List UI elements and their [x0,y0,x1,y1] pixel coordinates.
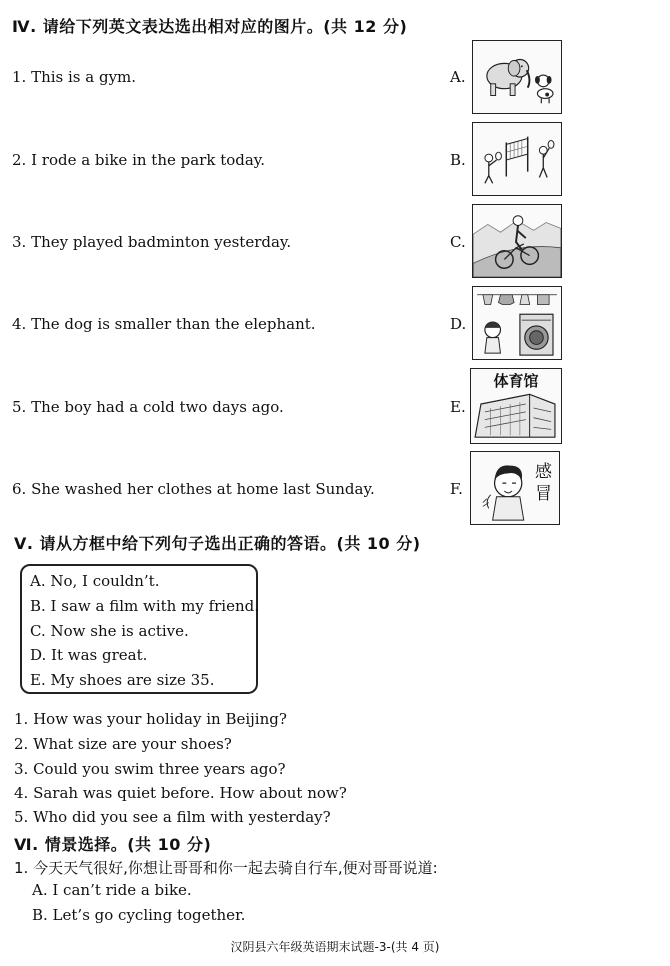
cold-text-2: 冒 [535,484,552,504]
s5-question-2: 2. What size are your shoes? [14,735,232,753]
picture-d-washing [472,286,562,360]
s5-question-3: 3. Could you swim three years ago? [14,760,286,778]
option-label-e: E. [450,398,466,416]
badminton-illustration [473,123,561,195]
box-option-b: B. I saw a film with my friend. [30,597,259,615]
box-option-c: C. Now she is active. [30,622,189,640]
section-4-title: Ⅳ. 请给下列英文表达选出相对应的图片。(共 12 分) [12,17,408,36]
picture-b-badminton [472,122,562,196]
option-label-a: A. [450,68,466,86]
option-label-f: F. [450,480,463,498]
s4-question-4: 4. The dog is smaller than the elephant. [12,315,316,333]
option-label-b: B. [450,151,466,169]
section-5-title: Ⅴ. 请从方框中给下列句子选出正确的答语。(共 10 分) [14,534,421,553]
s6-option-a: A. I can’t ride a bike. [32,881,192,899]
box-option-e: E. My shoes are size 35. [30,671,215,689]
gym-building-illustration [471,369,561,443]
section-6-title: Ⅵ. 情景选择。(共 10 分) [14,835,212,854]
elephant-dog-illustration [473,41,561,113]
s6-option-b: B. Let’s go cycling together. [32,906,246,924]
box-option-a: A. No, I couldn’t. [30,572,160,590]
s5-question-1: 1. How was your holiday in Beijing? [14,710,287,728]
box-option-d: D. It was great. [30,646,148,664]
s4-question-6: 6. She washed her clothes at home last Sunday. [12,480,375,498]
s4-question-2: 2. I rode a bike in the park today. [12,151,266,169]
page-footer: 汉阴县六年级英语期末试题-3-(共 4 页) [230,940,440,954]
s4-question-3: 3. They played badminton yesterday. [12,233,292,251]
cold-text-1: 感 [535,462,552,482]
option-label-d: D. [450,315,467,333]
picture-c-bike [472,204,562,278]
s5-question-4: 4. Sarah was quiet before. How about now? [14,784,347,802]
picture-e-gym [470,368,562,444]
picture-a-elephant-dog [472,40,562,114]
option-label-c: C. [450,233,466,251]
washing-illustration [473,287,561,359]
s4-question-5: 5. The boy had a cold two days ago. [12,398,284,416]
bike-illustration [473,205,561,277]
s6-question-1: 1. 今天天气很好,你想让哥哥和你一起去骑自行车,便对哥哥说道: [14,859,438,877]
s5-question-5: 5. Who did you see a film with yesterday? [14,808,331,826]
picture-f-cold [470,451,560,525]
s4-question-1: 1. This is a gym. [12,68,137,86]
gym-sign-text: 体育馆 [493,372,539,390]
